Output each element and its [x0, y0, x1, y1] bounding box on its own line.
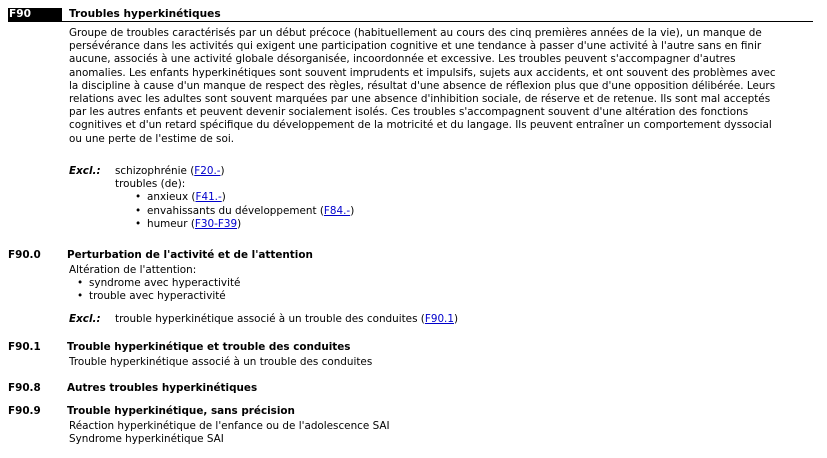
excl-troubles-label: troubles (de): — [115, 178, 186, 191]
link-f90-1[interactable]: F90.1 — [424, 312, 454, 325]
subcategory-code: F90.8 — [8, 382, 41, 394]
subcategory-bullets — [69, 277, 458, 303]
subcategory-f90-9 — [8, 405, 813, 450]
list-item — [135, 191, 354, 204]
link-f41[interactable]: F41.- — [195, 191, 222, 204]
description-line: persévérance dans les activités qui exigent une participation cognitive et une tendance à passer d'une activité à l'autre sans en finir — [69, 40, 762, 53]
description-line: cognitives et d'un retard spécifique du développement de la motricité et du langage. Ils peuvent entraîner un comportement dyssocial — [69, 119, 772, 132]
link-f20[interactable]: F20.- — [194, 165, 221, 177]
item-text: humeur ( — [147, 217, 195, 230]
subcategory-line: Syndrome hyperkinétique SAI — [69, 433, 224, 446]
subcategory-line: Réaction hyperkinétique de l'enfance ou de l'adolescence SAI — [69, 420, 390, 432]
subcategory-f90-8 — [8, 382, 813, 397]
excl-label: Excl.: — [69, 312, 101, 325]
category-exclusions — [69, 165, 354, 231]
subcategory-code: F90.0 — [8, 249, 41, 261]
description-line: la discipline à cause d'un manque de respect des règles, résultat d'une absence de réflexion plus que d'une opposition délibérée. Leurs — [69, 79, 776, 92]
subcategory-exclusion — [69, 313, 458, 326]
subcategory-line: Trouble hyperkinétique associé à un trouble des conduites — [69, 356, 373, 368]
subcategory-title: Autres troubles hyperkinétiques — [67, 382, 258, 394]
item-close: ) — [237, 217, 242, 230]
list-item: • syndrome avec hyperactivité — [77, 277, 458, 290]
list-item — [135, 218, 354, 231]
excl-close: ) — [453, 312, 459, 325]
excl-text: trouble hyperkinétique associé à un trouble des conduites ( — [115, 312, 425, 325]
category-title: Troubles hyperkinétiques — [69, 8, 221, 20]
excl-text: schizophrénie ( — [115, 165, 195, 177]
subcategory-f90-1 — [8, 341, 813, 371]
subcategory-code: F90.9 — [8, 405, 41, 417]
item-text: envahissants du développement ( — [147, 204, 324, 217]
excl-list — [69, 191, 354, 231]
excl-label: Excl.: — [69, 165, 101, 177]
excl-close: ) — [220, 165, 225, 177]
subcategory-body — [69, 264, 458, 326]
category-description — [69, 27, 814, 146]
subcategory-intro: Altération de l'attention: — [69, 264, 197, 276]
description-line: Groupe de troubles caractérisés par un début précoce (habituellement au cours des cinq premières années de la vie), un manque de — [69, 27, 762, 39]
list-item — [135, 205, 354, 218]
subcategory-title: Trouble hyperkinétique, sans précision — [67, 405, 295, 417]
subcategory-title: Trouble hyperkinétique et trouble des conduites — [67, 341, 351, 353]
description-line: relations avec les adultes sont souvent marquées par une absence d'inhibition sociale, de réserve et de retenue. Ils sont mal acceptés — [69, 93, 771, 106]
description-line: ou une perte de l'estime de soi. — [69, 132, 235, 145]
item-close: ) — [350, 204, 355, 217]
item-close: ) — [221, 191, 226, 204]
list-item: • trouble avec hyperactivité — [77, 290, 458, 303]
description-line: par les autres enfants et peuvent devenir socialement isolés. Ces troubles s'accompagnent souvent d'une altération des fonctions — [69, 106, 749, 119]
link-f30-f39[interactable]: F30-F39 — [194, 217, 238, 230]
description-line: aucune, associés à une activité globale désorganisée, incoordonnée et excessive. Les troubles peuvent s'accompagner d'autres — [69, 53, 736, 66]
category-header — [8, 8, 813, 22]
link-f84[interactable]: F84.- — [323, 204, 351, 217]
subcategory-f90-0 — [8, 249, 813, 329]
subcategory-body — [69, 420, 390, 446]
item-text: anxieux ( — [147, 191, 196, 204]
subcategory-code: F90.1 — [8, 341, 41, 353]
category-code: F90 — [8, 8, 62, 21]
description-line: anomalies. Les enfants hyperkinétiques sont souvent imprudents et impulsifs, sujets aux accidents, et ont souvent des problèmes avec — [69, 66, 776, 79]
subcategory-title: Perturbation de l'activité et de l'attention — [67, 249, 313, 261]
subcategory-body — [69, 356, 372, 369]
